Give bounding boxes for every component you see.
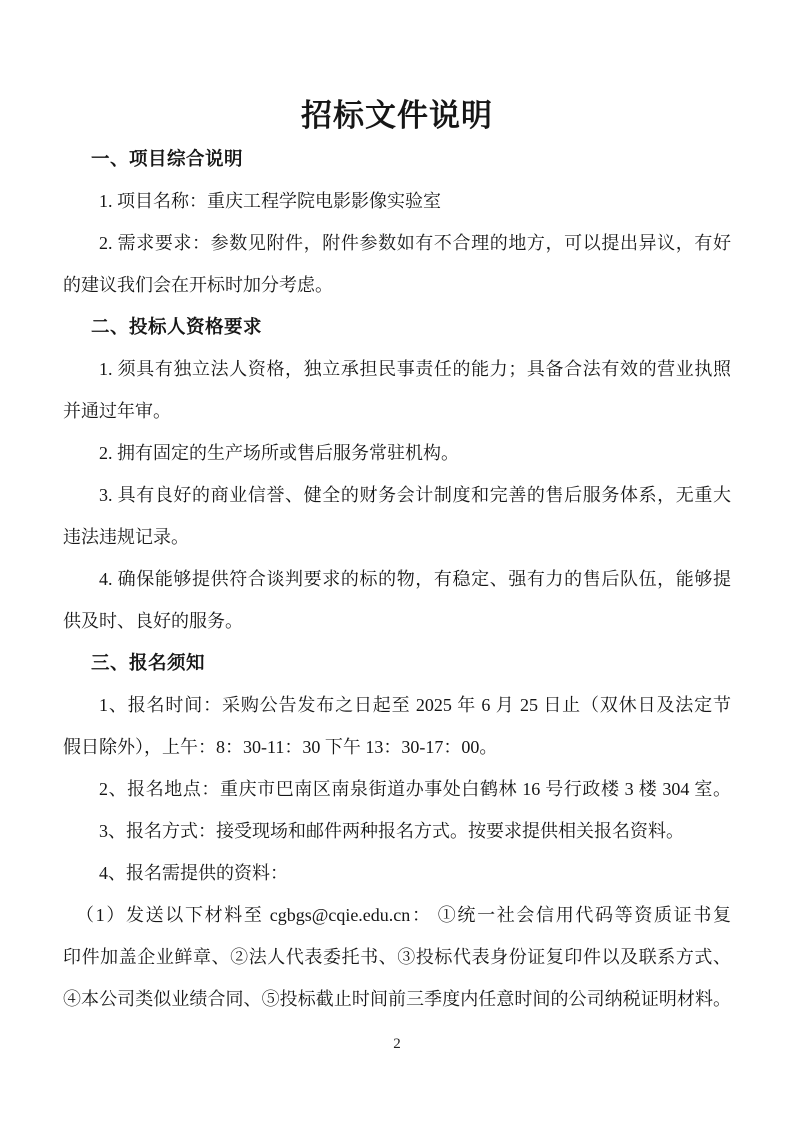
paragraph-line: （1）发送以下材料至 cgbgs@cqie.edu.cn： ①统一社会信用代码等资质证书复 [76,905,731,925]
section-heading-2: 二、投标人资格要求 [91,316,263,337]
paragraph-line: 违法违规记录。 [63,527,189,547]
section-heading-1: 一、项目综合说明 [91,148,244,169]
paragraph-line: 供及时、良好的服务。 [63,611,243,631]
paragraph-line: 并通过年审。 [63,401,171,421]
paragraph-line: 1、报名时间：采购公告发布之日起至 2025 年 6 月 25 日止（双休日及法定节 [99,695,731,715]
paragraph-line: 印件加盖企业鲜章、②法人代表委托书、③投标代表身份证复印件以及联系方式、 [63,947,731,967]
paragraph-line: 3. 具有良好的商业信誉、健全的财务会计制度和完善的售后服务体系，无重大 [99,485,731,505]
page-number: 2 [393,1036,401,1052]
paragraph-line: 2. 拥有固定的生产场所或售后服务常驻机构。 [99,443,459,463]
paragraph-line: 3、报名方式：接受现场和邮件两种报名方式。按要求提供相关报名资料。 [99,821,684,841]
paragraph-line: 假日除外），上午：8：30-11：30 下午 13：30-17：00。 [63,737,498,757]
paragraph-line: 的建议我们会在开标时加分考虑。 [63,275,333,295]
document-title: 招标文件说明 [301,98,493,133]
paragraph-line: 1. 须具有独立法人资格，独立承担民事责任的能力；具备合法有效的营业执照 [99,359,731,379]
section-heading-3: 三、报名须知 [91,652,206,673]
paragraph-line: ④本公司类似业绩合同、⑤投标截止时间前三季度内任意时间的公司纳税证明材料。 [63,989,731,1009]
paragraph-line: 1. 项目名称：重庆工程学院电影影像实验室 [99,191,441,211]
paragraph-line: 4. 确保能够提供符合谈判要求的标的物，有稳定、强有力的售后队伍，能够提 [99,569,731,589]
paragraph-line: 4、报名需提供的资料： [99,863,288,883]
document-body [63,138,731,1020]
paragraph-line: 2. 需求要求：参数见附件，附件参数如有不合理的地方，可以提出异议，有好 [99,233,731,253]
paragraph-line: 2、报名地点：重庆市巴南区南泉街道办事处白鹤林 16 号行政楼 3 楼 304 室。 [99,779,731,799]
